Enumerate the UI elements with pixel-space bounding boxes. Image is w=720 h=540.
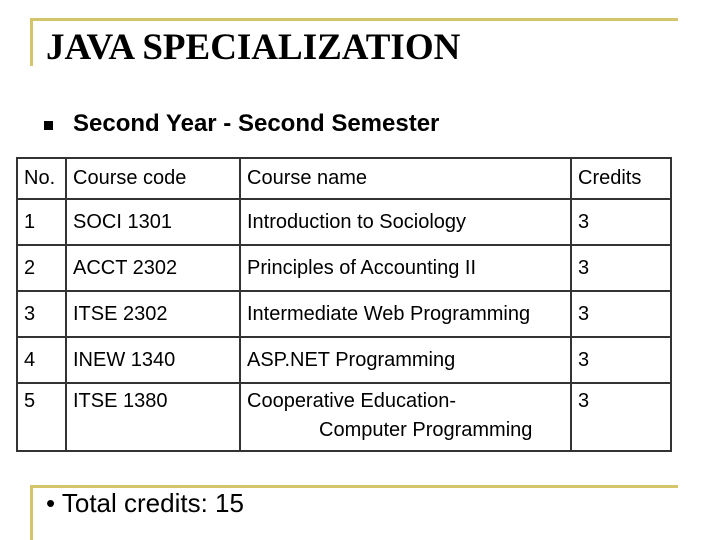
cell-credits: 3: [571, 337, 671, 383]
total-credits: • Total credits: 15: [46, 488, 244, 518]
cell-no: 5: [17, 383, 66, 451]
square-bullet-icon: [44, 121, 53, 130]
cell-no: 2: [17, 245, 66, 291]
cell-no: 4: [17, 337, 66, 383]
cell-credits: 3: [571, 383, 671, 451]
cell-course-name: [240, 383, 571, 451]
slide-title: JAVA SPECIALIZATION: [46, 27, 461, 68]
cell-course-name: Intermediate Web Programming: [240, 291, 571, 337]
cell-course-code: INEW 1340: [66, 337, 240, 383]
table-row: [17, 383, 671, 451]
footer-frame-left-line: [30, 485, 33, 540]
course-name-line-2: Computer Programming: [319, 419, 533, 441]
table-row: [17, 199, 671, 245]
cell-course-code: ITSE 1380: [66, 383, 240, 451]
cell-credits: 3: [571, 291, 671, 337]
cell-course-name: Introduction to Sociology: [240, 199, 571, 245]
table-row: [17, 291, 671, 337]
cell-no: 3: [17, 291, 66, 337]
cell-course-name: Principles of Accounting II: [240, 245, 571, 291]
cell-course-code: SOCI 1301: [66, 199, 240, 245]
subtitle-row: [44, 110, 439, 138]
slide-subtitle: Second Year - Second Semester: [73, 110, 440, 137]
title-frame-left-line: [30, 18, 33, 66]
cell-course-code: ACCT 2302: [66, 245, 240, 291]
cell-credits: 3: [571, 245, 671, 291]
cell-no: 1: [17, 199, 66, 245]
cell-course-code: ITSE 2302: [66, 291, 240, 337]
header-credits: Credits: [571, 158, 671, 199]
header-no: No.: [17, 158, 66, 199]
title-frame-top-line: [30, 18, 678, 21]
cell-credits: 3: [571, 199, 671, 245]
table-row: [17, 337, 671, 383]
table-header-row: [17, 158, 671, 199]
table-row: [17, 245, 671, 291]
course-table: [16, 157, 672, 452]
header-course-code: Course code: [66, 158, 240, 199]
header-course-name: Course name: [240, 158, 571, 199]
course-name-line-1: Cooperative Education-: [247, 390, 457, 412]
cell-course-name: ASP.NET Programming: [240, 337, 571, 383]
